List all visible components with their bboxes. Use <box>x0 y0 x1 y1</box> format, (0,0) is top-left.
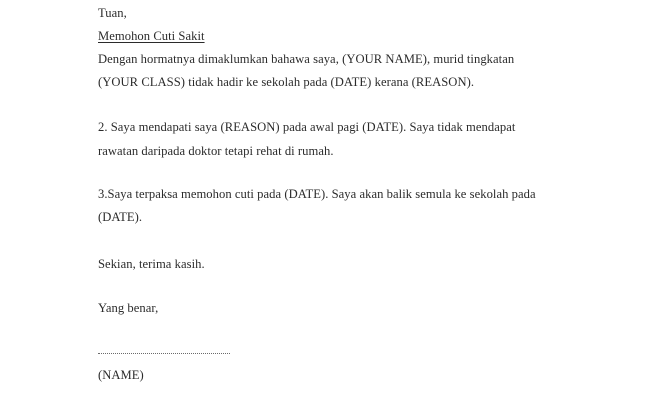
subject-heading: Memohon Cuti Sakit <box>98 29 205 43</box>
signoff-text: Yang benar, <box>98 301 159 315</box>
salutation: Tuan, <box>98 6 127 20</box>
paragraph-2-line-1: 2. Saya mendapati saya (REASON) pada awal pagi (DATE). Saya tidak mendapat <box>98 120 516 134</box>
signature-line <box>98 353 230 354</box>
paragraph-2-line-2: rawatan daripada doktor tetapi rehat di rumah. <box>98 144 334 158</box>
closing-text: Sekian, terima kasih. <box>98 257 205 271</box>
name-placeholder: (NAME) <box>98 368 144 382</box>
paragraph-1-line-1: Dengan hormatnya dimaklumkan bahawa saya, (YOUR NAME), murid tingkatan <box>98 52 515 66</box>
paragraph-3-line-1: 3.Saya terpaksa memohon cuti pada (DATE). Saya akan balik semula ke sekolah pada <box>98 187 536 201</box>
paragraph-1-line-2: (YOUR CLASS) tidak hadir ke sekolah pada (DATE) kerana (REASON). <box>98 75 475 89</box>
paragraph-3-line-2: (DATE). <box>98 210 143 224</box>
